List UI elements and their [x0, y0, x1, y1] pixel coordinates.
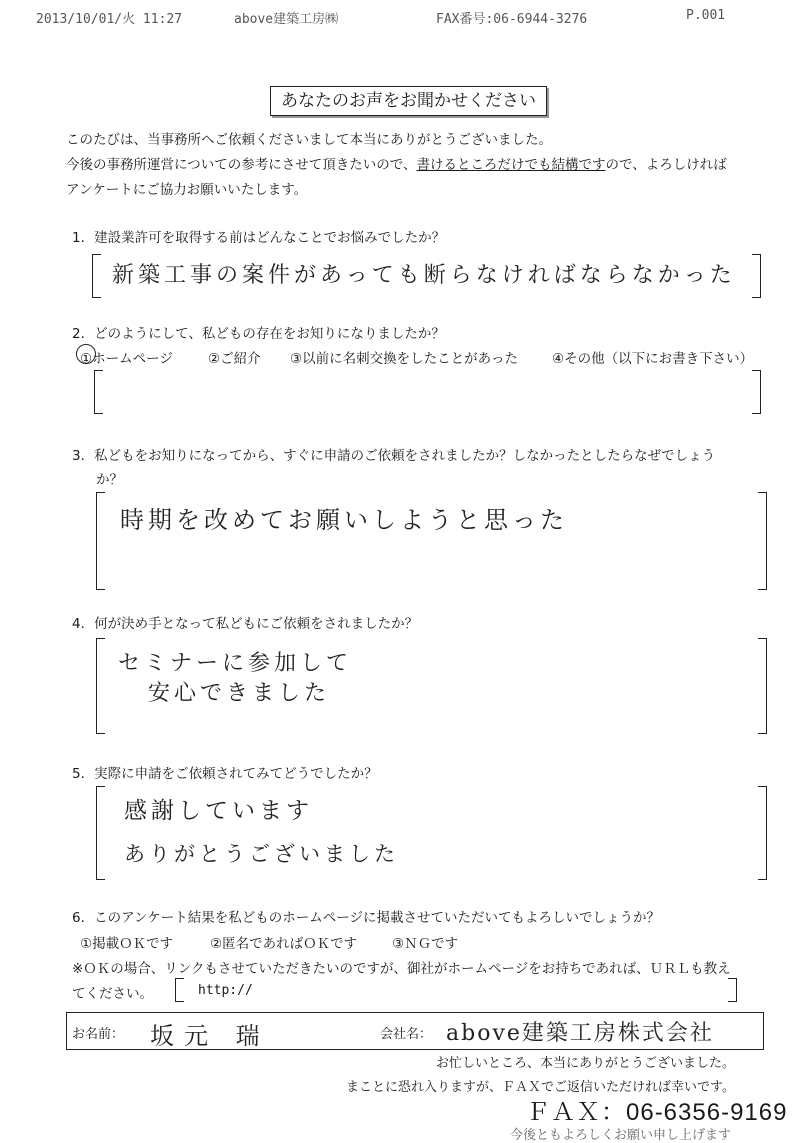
q2-option-3[interactable]: ③以前に名刺交換をしたことがあった	[290, 351, 518, 367]
q6-option-3[interactable]: ③ＮＧです	[392, 936, 459, 952]
answer-1-bracket-right	[752, 254, 761, 298]
intro-line-2a: 今後の事務所運営についての参考にさせて頂きたいので、	[66, 157, 417, 173]
answer-4-bracket-right	[758, 638, 767, 734]
return-fax-number: ＦＡＸ：06-6356-9169	[526, 1099, 788, 1126]
url-field[interactable]: http://	[198, 983, 253, 998]
thanks-text: お忙しいところ、本当にありがとうございました。	[436, 1056, 736, 1071]
q6-option-1[interactable]: ①掲載ＯＫです	[80, 936, 174, 952]
question-6: 6．このアンケート結果を私どものホームページに掲載させていただいてもよろしいでしょうか？	[72, 910, 661, 926]
company-value[interactable]: above建築工房株式会社	[446, 1021, 714, 1046]
cutoff-text: 今後ともよろしくお願い申し上げます	[510, 1128, 732, 1143]
answer-2-bracket-right	[752, 370, 761, 414]
page-title: あなたのお声をお聞かせください	[270, 86, 547, 116]
answer-3-bracket-right	[758, 492, 767, 590]
url-bracket-left	[175, 978, 184, 1002]
url-bracket-right	[728, 978, 737, 1002]
request-text: まことに恐れ入りますが、ＦＡＸでご返信いただければ幸いです。	[346, 1080, 735, 1095]
name-value[interactable]: 坂元 瑞	[150, 1022, 270, 1050]
question-1: 1．建設業許可を取得する前はどんなことでお悩みでしたか？	[72, 230, 446, 246]
question-5: 5．実際に申請をご依頼されてみてどうでしたか？	[72, 766, 378, 782]
question-2: 2．どのようにして、私どもの存在をお知りになりましたか？	[72, 326, 445, 342]
answer-1-bracket-left	[92, 254, 101, 298]
answer-2-bracket-left	[94, 370, 103, 414]
fax-datetime: 2013/10/01/火 11:27	[36, 12, 183, 27]
answer-5-line-2[interactable]: ありがとうございました	[124, 842, 399, 866]
fax-sender: above建築工房㈱	[234, 12, 339, 27]
answer-3[interactable]: 時期を改めてお願いしようと思った	[120, 506, 568, 534]
q6-option-2[interactable]: ②匿名であればＯＫです	[210, 936, 358, 952]
question-3-line-2: か？	[96, 472, 123, 488]
question-3-line-1: 3．私どもをお知りになってから、すぐに申請のご依頼をされましたか？しなかったとしたらなぜでしょう	[72, 448, 716, 464]
q6-note-line-1: ※ＯＫの場合、リンクもさせていただきたいのですが、御社がホームページをお持ちであれば、ＵＲＬも教え	[72, 961, 731, 977]
intro-line-3: アンケートにご協力お願いいたします。	[66, 182, 308, 198]
answer-5-bracket-right	[758, 786, 767, 880]
answer-3-bracket-left	[96, 492, 105, 590]
answer-4-line-2[interactable]: 安心できました	[148, 681, 331, 706]
intro-line-2	[66, 153, 727, 173]
q2-option-4[interactable]: ④その他（以下にお書き下さい）	[552, 351, 754, 367]
answer-4-line-1[interactable]: セミナーに参加して	[118, 651, 353, 676]
intro-emphasis: 書けるところだけでも結構です	[416, 157, 606, 173]
q6-note-line-2: てください。	[72, 986, 153, 1002]
question-4: 4．何が決め手となって私どもにご依頼をされましたか？	[72, 616, 419, 632]
fax-number: FAX番号:06-6944-3276	[436, 12, 588, 27]
answer-5-bracket-left	[96, 786, 105, 880]
answer-5-line-1[interactable]: 感謝しています	[124, 798, 313, 824]
answer-4-bracket-left	[96, 638, 105, 734]
name-label: お名前：	[72, 1027, 125, 1042]
fax-page: P.001	[686, 8, 726, 23]
intro-line-2c: ので、よろしければ	[605, 157, 727, 173]
answer-1[interactable]: 新築工事の案件があっても断らなければならなかった	[112, 263, 736, 288]
intro-line-1: このたびは、当事務所へご依頼くださいまして本当にありがとうございました。	[66, 132, 552, 148]
q2-option-2[interactable]: ②ご紹介	[208, 351, 261, 367]
q2-option-1[interactable]: ①ホームページ	[80, 351, 173, 367]
company-label: 会社名：	[380, 1027, 433, 1042]
